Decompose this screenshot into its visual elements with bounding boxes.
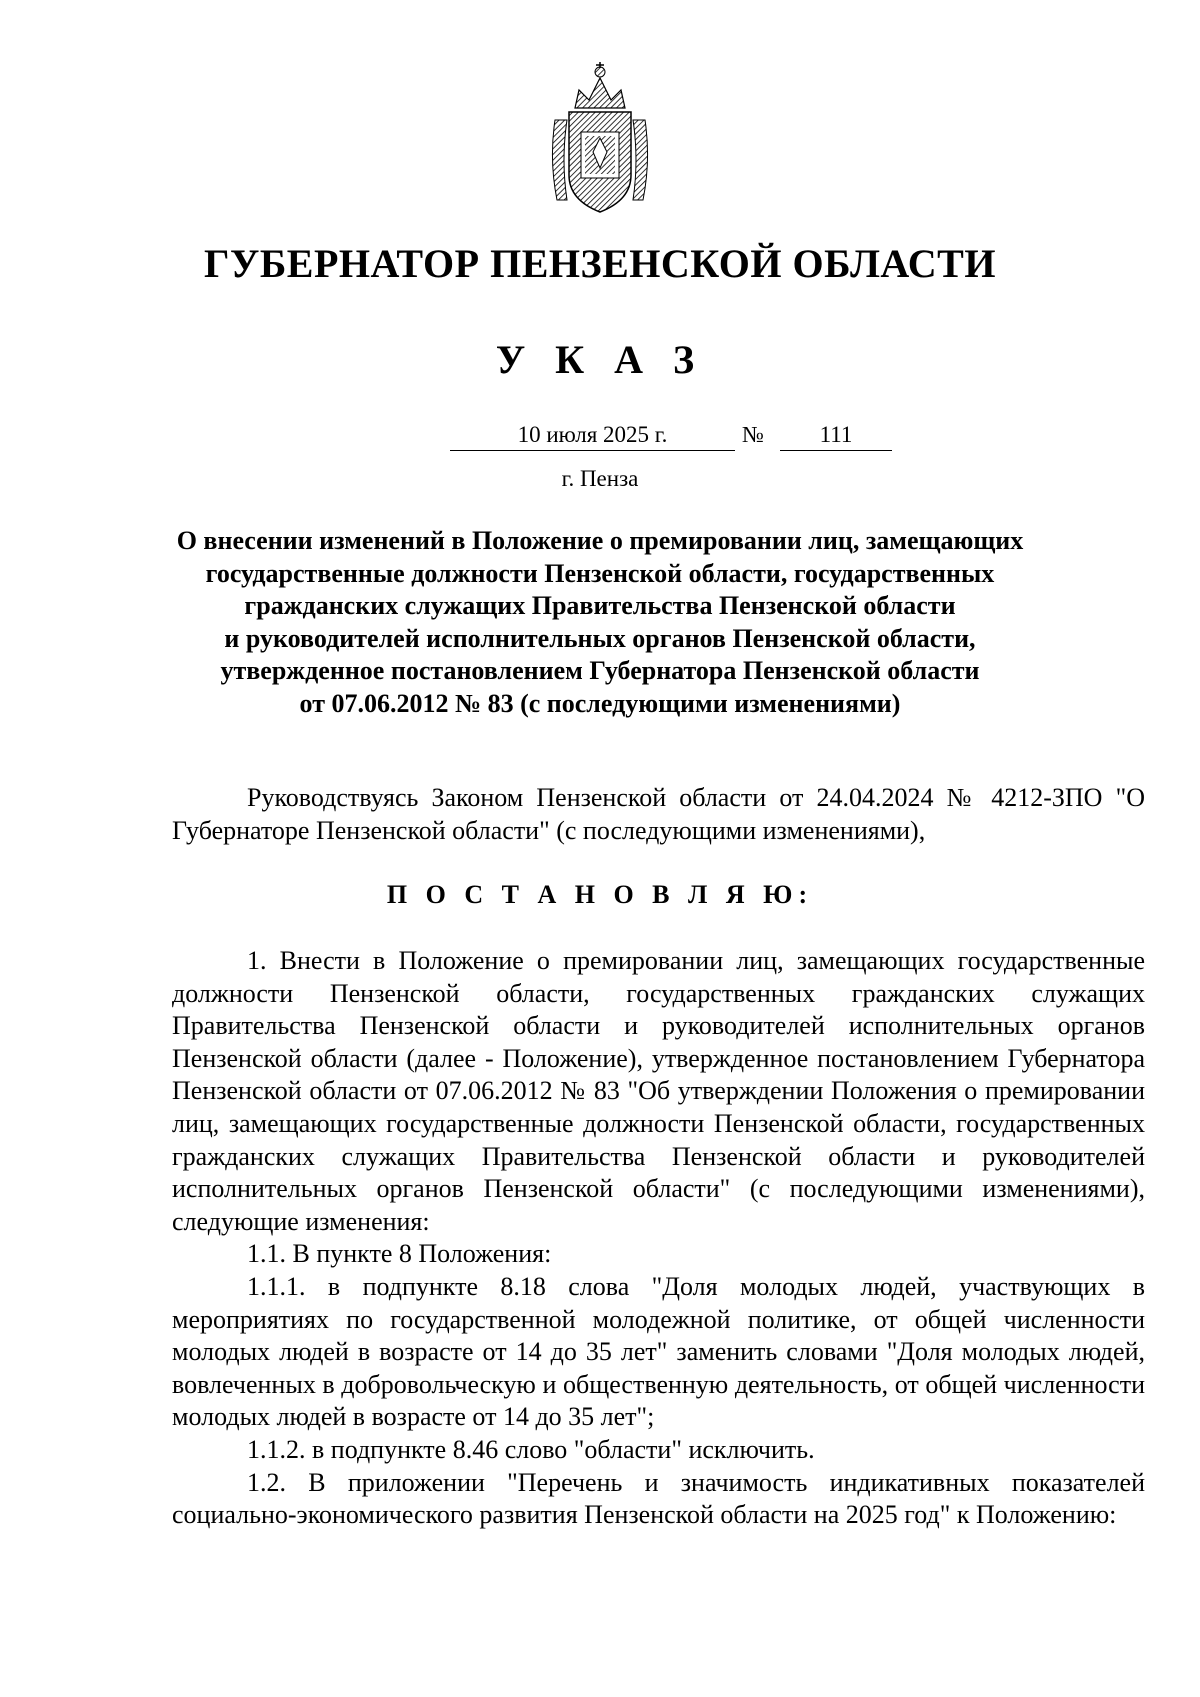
subject-line: утвержденное постановлением Губернатора Пензенской области: [220, 656, 980, 685]
document-city: г. Пенза: [561, 466, 639, 491]
subject-line: О внесении изменений в Положение о премировании лиц, замещающих: [176, 526, 1024, 555]
decree-word: П О С Т А Н О В Л Я Ю:: [386, 880, 814, 909]
body-paragraph-1-1-2: 1.1.2. в подпункте 8.46 слово "области" исключить.: [247, 1434, 815, 1464]
document-type-title: У К А З: [495, 337, 705, 382]
preamble-paragraph: Руководствуясь Законом Пензенской области от 24.04.2024 № 4212-ЗПО "О Губернаторе Пензенской области" (с последующими изменениями),: [172, 783, 1145, 845]
subject-line: гражданских служащих Правительства Пензенской области: [244, 591, 956, 620]
body-paragraph-1-1: 1.1. В пункте 8 Положения:: [247, 1239, 552, 1269]
organization-title: ГУБЕРНАТОР ПЕНЗЕНСКОЙ ОБЛАСТИ: [204, 241, 996, 286]
body-paragraph-1-1-1: 1.1.1. в подпункте 8.18 слова "Доля молодых людей, участвующих в мероприятиях по государственной молодежной политике, от общей численности молодых людей в возрасте от 14 до 35 лет" заменить словами "Доля молодых людей, вовлеченных в добровольческую и общественную деятельность, от общей численности молодых людей в возрасте от 14 до 35 лет";: [172, 1271, 1145, 1432]
subject-line: от 07.06.2012 № 83 (с последующими изменениями): [299, 688, 901, 718]
document-subject: [150, 525, 1050, 720]
body-paragraph-1: 1. Внести в Положение о премировании лиц, замещающих государственные должности Пензенской области, государственных гражданских служащих Правительства Пензенской области и руководителей исполнительных органов Пензенской области (далее - Положение), утвержденное постановлением Губернатора Пензенской области от 07.06.2012 № 83 "Об утверждении Положения о премировании лиц, замещающих государственные должности Пензенской области, государственных гражданских служащих Правительства Пензенской области и руководителей исполнительных органов Пензенской области" (с последующими изменениями), следующие изменения:: [172, 946, 1145, 1236]
preamble: [172, 782, 1145, 847]
coat-of-arms-emblem: [545, 60, 655, 220]
subject-line: государственные должности Пензенской области, государственных: [205, 558, 995, 588]
subject-line: и руководителей исполнительных органов Пензенской области,: [224, 623, 976, 653]
document-body: [172, 945, 1145, 1532]
body-paragraph-1-2: 1.2. В приложении "Перечень и значимость индикативных показателей социально-экономического развития Пензенской области на 2025 год" к Положению:: [172, 1467, 1145, 1530]
document-date: 10 июля 2025 г.: [450, 420, 735, 451]
document-number: 111: [780, 420, 892, 451]
number-sign: №: [742, 422, 764, 447]
